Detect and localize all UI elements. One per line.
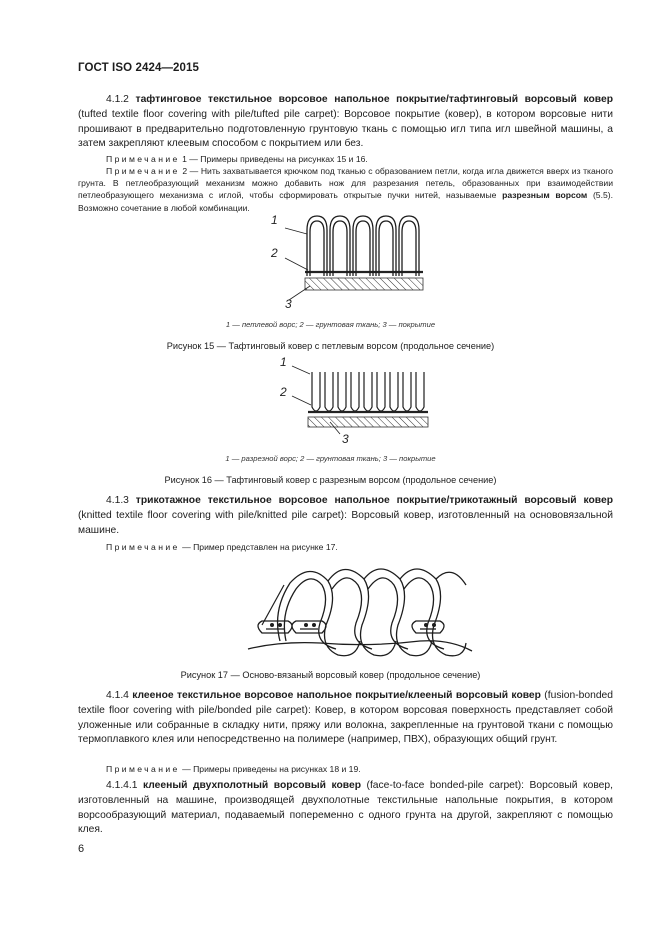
stitch-dots	[270, 623, 436, 627]
note-tail: (5.5). Возможно сочетание в любой комбинации.	[78, 190, 613, 213]
note-text: — Примеры приведены на рисунках 18 и 19.	[179, 764, 361, 774]
definition-text: (face-to-face bonded-pile carpet): Ворсовый ковер, изготовленный на машине, производящей двухполотные текстильные напольные покрытия, в котором ворсообразующий материал, подаваемый попеременно с одного грунта на другой, закрепляют с помощью клея.	[78, 780, 613, 836]
section-4-1-2	[78, 93, 613, 152]
figure-16-caption: Рисунок 16 — Тафтинговый ковер с разрезным ворсом (продольное сечение)	[164, 475, 497, 485]
definition-text: (fusion-bonded textile floor covering with pile/bonded pile carpet): Ковер, в котором ворсовая поверхность представляет собой уложенные или собранные в складку нити, пряжу или волокна, закрепленные на грунтовой ткани с помощью термоплавкого клея или непосредственно на полимере (например, ПВХ), образующих общий грунт.	[78, 690, 613, 746]
callout-2: 2	[280, 385, 287, 399]
page-number: 6	[78, 843, 85, 855]
note-4	[78, 763, 613, 775]
term-bonded: клееное текстильное ворсовое напольное покрытие/клееный ворсовый ковер	[132, 690, 541, 701]
note-label: Примечание	[106, 542, 180, 552]
note-text: 2 — Нить захватывается крючком под тканью с образованием петли, когда игла движется вверх из тканого грунта. В петлеобразующий механизм можно добавить нож для разрезания петель, образованных при взаимодействии петлеобразующего механизма с иглой, чтобы сформировать открытые пучки нитей, называемые	[78, 166, 613, 201]
section-number: 4.1.4	[106, 690, 133, 701]
document-header: ГОСТ ISO 2424—2015	[78, 62, 200, 74]
note-label: Примечание	[106, 166, 180, 176]
definition-text: (tufted textile floor covering with pile/tufted pile carpet): Ворсовое покрытие (ковер), в котором ворсовые нити прошивают в предварительно подготовленную грунтовую ткань с помощью игл типа игл швейной машины, а затем закрепляют клеевым способом с покрытием или без.	[78, 108, 613, 150]
figure-16-cut-pile	[270, 352, 435, 447]
section-number: 4.1.4.1	[106, 780, 143, 791]
figure-15-loop-pile	[255, 210, 440, 315]
note-1	[78, 153, 613, 165]
term-cut-pile: разрезным ворсом	[502, 190, 588, 201]
backing-coating	[308, 417, 428, 427]
note-text: 1 — Примеры приведены на рисунках 15 и 16.	[179, 154, 368, 164]
section-number: 4.1.2	[106, 94, 136, 105]
term-knitted: трикотажное текстильное ворсовое напольное покрытие/трикотажный ворсовый ковер	[135, 495, 614, 506]
figure-17-warp-knitted	[240, 555, 475, 663]
section-4-1-4	[78, 689, 613, 748]
cut-pile	[312, 372, 424, 411]
figure-15-caption: Рисунок 15 — Тафтинговый ковер с петлевым ворсом (продольное сечение)	[166, 341, 495, 351]
note-label: Примечание	[106, 154, 180, 164]
section-4-1-3	[78, 494, 613, 538]
callout-3: 3	[342, 432, 349, 446]
loop-pile	[307, 216, 419, 276]
section-4-1-4-1	[78, 779, 613, 838]
backing-coating	[305, 278, 423, 290]
callout-1: 1	[280, 355, 287, 369]
term-face-to-face: клееный двухполотный ворсовый ковер	[143, 780, 362, 791]
callout-3: 3	[285, 297, 292, 311]
figure-15-legend: 1 — петлевой ворс; 2 — грунтовая ткань; 3 — покрытие	[225, 320, 436, 329]
definition-text: (knitted textile floor covering with pile/knitted pile carpet): Ворсовый ковер, изготовленный на основовязальной машине.	[78, 509, 613, 536]
note-text: — Пример представлен на рисунке 17.	[179, 542, 338, 552]
note-label: Примечание	[106, 764, 180, 774]
term-tufted: тафтинговое текстильное ворсовое напольное покрытие/тафтинговый ворсовый ковер	[135, 94, 614, 105]
note-3	[78, 541, 613, 553]
note-2	[78, 165, 613, 214]
callout-1: 1	[271, 213, 278, 227]
callout-2: 2	[271, 246, 278, 260]
figure-17-caption: Рисунок 17 — Осново-вязаный ворсовый ковер (продольное сечение)	[180, 670, 481, 680]
section-number: 4.1.3	[106, 495, 136, 506]
figure-16-legend: 1 — разрезной ворс; 2 — грунтовая ткань; 3 — покрытие	[225, 454, 436, 463]
